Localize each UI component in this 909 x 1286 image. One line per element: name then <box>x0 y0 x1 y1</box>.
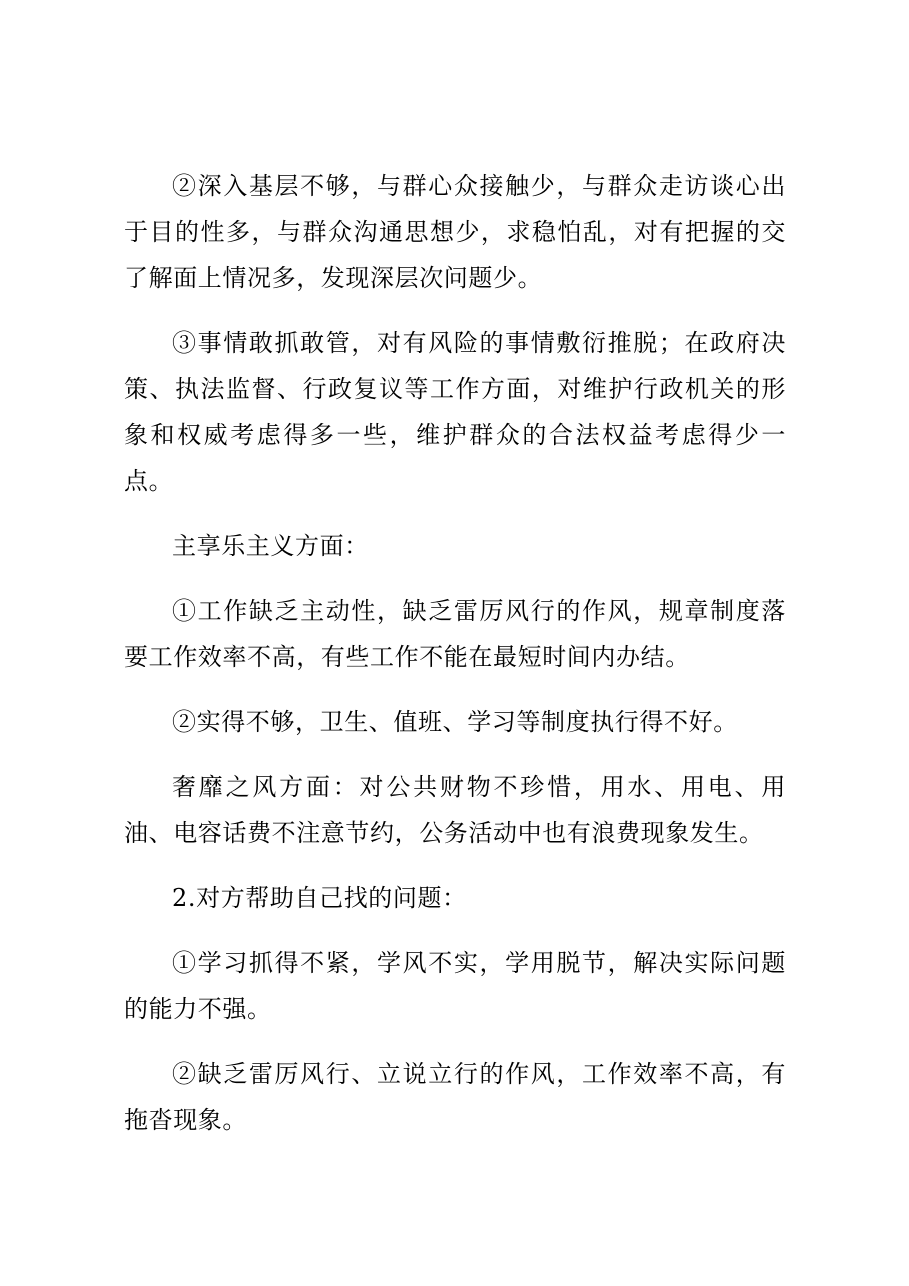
paragraph-9: ②缺乏雷厉风行、立说立行的作风，工作效率不高，有拖沓现象。 <box>124 1060 786 1134</box>
paragraph-7: 2.对方帮助自己找的问题： <box>172 884 467 912</box>
paragraph-4: ①工作缺乏主动性，缺乏雷厉风行的作风，规章制度落要工作效率不高，有些工作不能在最短时间内办结。 <box>124 597 786 671</box>
document-body <box>124 163 786 1162</box>
paragraph-1: ②深入基层不够，与群心众接触少，与群众走访谈心出于目的性多，与群众沟通思想少，求稳怕乱，对有把握的交了解面上情况多，发现深层次问题少。 <box>124 172 786 292</box>
paragraph-5: ②实得不够，卫生、值班、学习等制度执行得不好。 <box>172 708 738 736</box>
paragraph-8: ①学习抓得不紧，学风不实，学用脱节，解决实际问题的能力不强。 <box>124 949 786 1023</box>
paragraph-2: ③事情敢抓敢管，对有风险的事情敷衍推脱；在政府决策、执法监督、行政复议等工作方面，对维护行政机关的形象和权威考虑得多一些，维护群众的合法权益考虑得少一点。 <box>124 329 786 495</box>
paragraph-6: 奢靡之风方面：对公共财物不珍惜，用水、用电、用油、电容话费不注意节约，公务活动中也有浪费现象发生。 <box>124 773 786 847</box>
paragraph-3: 主享乐主义方面： <box>172 532 369 560</box>
